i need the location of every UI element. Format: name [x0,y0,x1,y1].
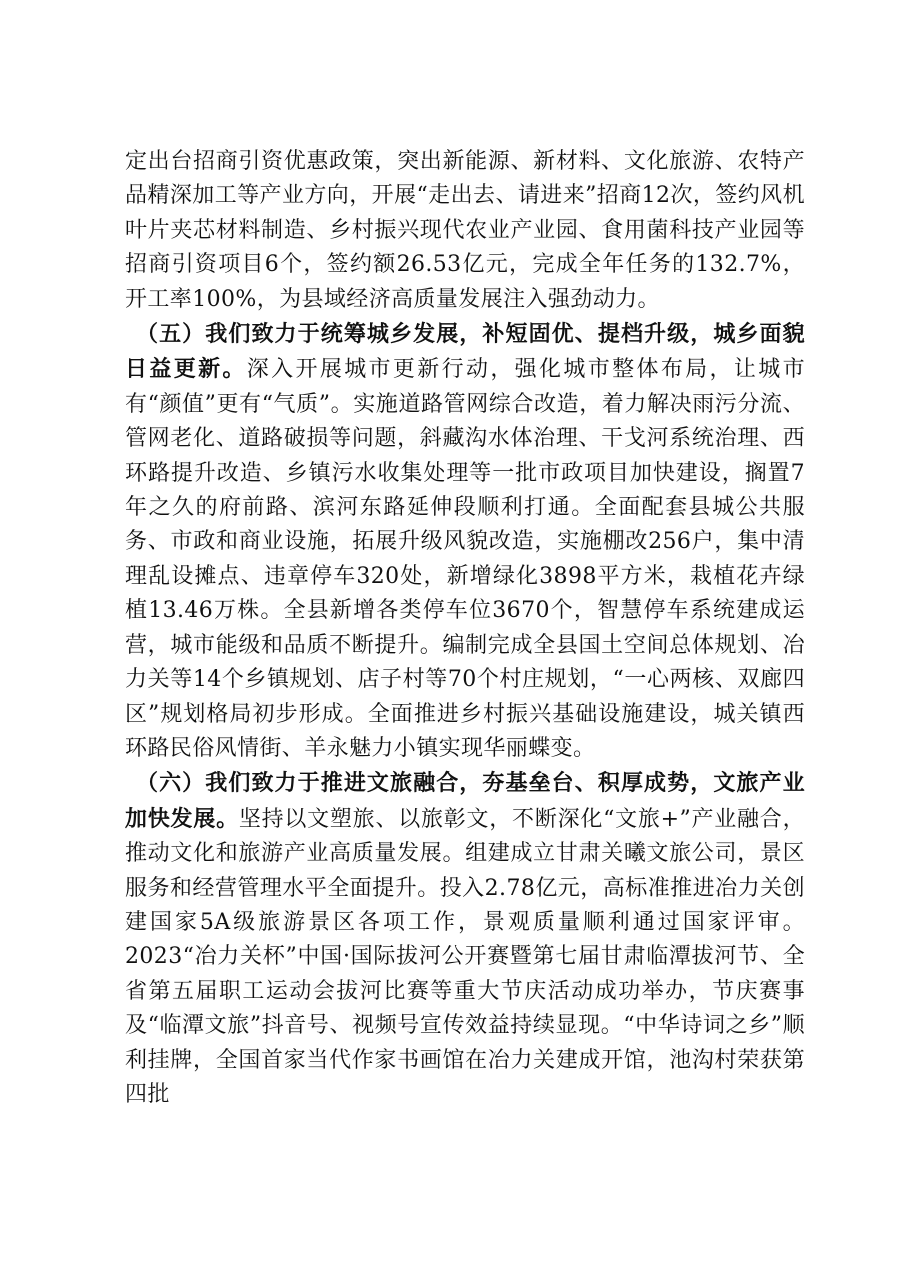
paragraph-1 [125,145,805,317]
paragraph-2 [125,317,805,766]
paragraph-1-text: 定出台招商引资优惠政策，突出新能源、新材料、文化旅游、农特产品精深加工等产业方向，开展“走出去、请进来”招商12次，签约风机叶片夹芯材料制造、乡村振兴现代农业产业园、食用菌科技产业园等招商引资项目6个，签约额26.53亿元，完成全年任务的132.7%，开工率100%，为县域经济高质量发展注入强劲动力。 [125,149,805,312]
paragraph-3-text: 坚持以文塑旅、以旅彰文，不断深化“文旅+”产业融合，推动文化和旅游产业高质量发展。组建成立甘肃关曦文旅公司，景区服务和经营管理水平全面提升。投入2.78亿元，高标准推进冶力关创建国家5A级旅游景区各项工作，景观质量顺利通过国家评审。2023“冶力关杯”中国·国际拔河公开赛暨第七届甘肃临潭拔河节、全省第五届职工运动会拔河比赛等重大节庆活动成功举办，节庆赛事及“临潭文旅”抖音号、视频号宣传效益持续显现。“中华诗词之乡”顺利挂牌，全国首家当代作家书画馆在冶力关建成开馆，池沟村荣获第四批 [125,806,805,1107]
document-body [125,145,805,1112]
paragraph-2-lead: （五）我们致力于统筹城乡发展，补短固优、提档升级，城乡面貌日益更新。 [125,321,805,383]
paragraph-2-text: 深入开展城市更新行动，强化城市整体布局，让城市有“颜值”更有“气质”。实施道路管网综合改造，着力解决雨污分流、管网老化、道路破损等问题，斜藏沟水体治理、干戈河系统治理、西环路提升改造、乡镇污水收集处理等一批市政项目加快建设，搁置7年之久的府前路、滨河东路延伸段顺利打通。全面配套县城公共服务、市政和商业设施，拓展升级风貌改造，实施棚改256户，集中清理乱设摊点、违章停车320处，新增绿化3898平方米，栽植花卉绿植13.46万株。全县新增各类停车位3670个，智慧停车系统建成运营，城市能级和品质不断提升。编制完成全县国土空间总体规划、冶力关等14个乡镇规划、店子村等70个村庄规划，“一心两核、双廊四区”规划格局初步形成。全面推进乡村振兴基础设施建设，城关镇西环路民俗风情街、羊永魅力小镇实现华丽蝶变。 [125,357,805,761]
paragraph-3-lead: （六）我们致力于推进文旅融合，夯基垒台、积厚成势，文旅产业加快发展。 [125,770,805,832]
paragraph-3 [125,766,805,1112]
